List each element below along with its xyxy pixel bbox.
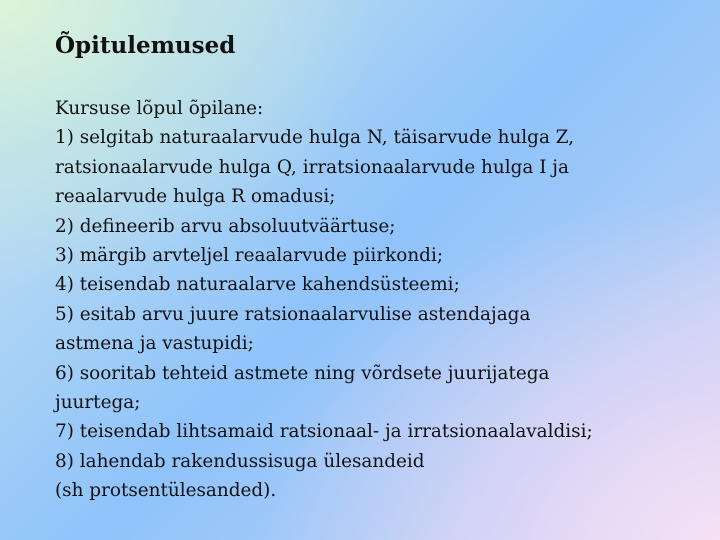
outcome-line: 5) esitab arvu juure ratsionaalarvulise astendajaga: [55, 303, 531, 325]
outcome-line: 7) teisendab lihtsamaid ratsionaal- ja irratsionaalavaldisi;: [55, 421, 593, 443]
outcome-line: juurtega;: [55, 392, 141, 414]
learning-outcomes-text: [55, 94, 695, 506]
outcome-line: 4) teisendab naturaalarve kahendsüsteemi;: [55, 274, 460, 296]
outcome-line: reaalarvude hulga R omadusi;: [55, 186, 336, 208]
outcome-line: (sh protsentülesanded).: [55, 480, 277, 502]
intro-line: Kursuse lõpul õpilane:: [55, 98, 264, 119]
outcome-line: astmena ja vastupidi;: [55, 333, 254, 355]
outcome-line: 2) defineerib arvu absoluutväärtuse;: [55, 215, 396, 237]
outcome-line: 1) selgitab naturaalarvude hulga N, täisarvude hulga Z,: [55, 127, 575, 149]
outcome-line: 6) sooritab tehteid astmete ning võrdsete juurijatega: [55, 362, 550, 384]
outcome-line: ratsionaalarvude hulga Q, irratsionaalarvude hulga I ja: [55, 156, 569, 178]
outcome-line: 3) märgib arvteljel reaalarvude piirkondi;: [55, 245, 444, 267]
outcome-line: 8) lahendab rakendussisuga ülesandeid: [55, 450, 425, 472]
slide-title: Õpitulemused: [55, 32, 236, 59]
